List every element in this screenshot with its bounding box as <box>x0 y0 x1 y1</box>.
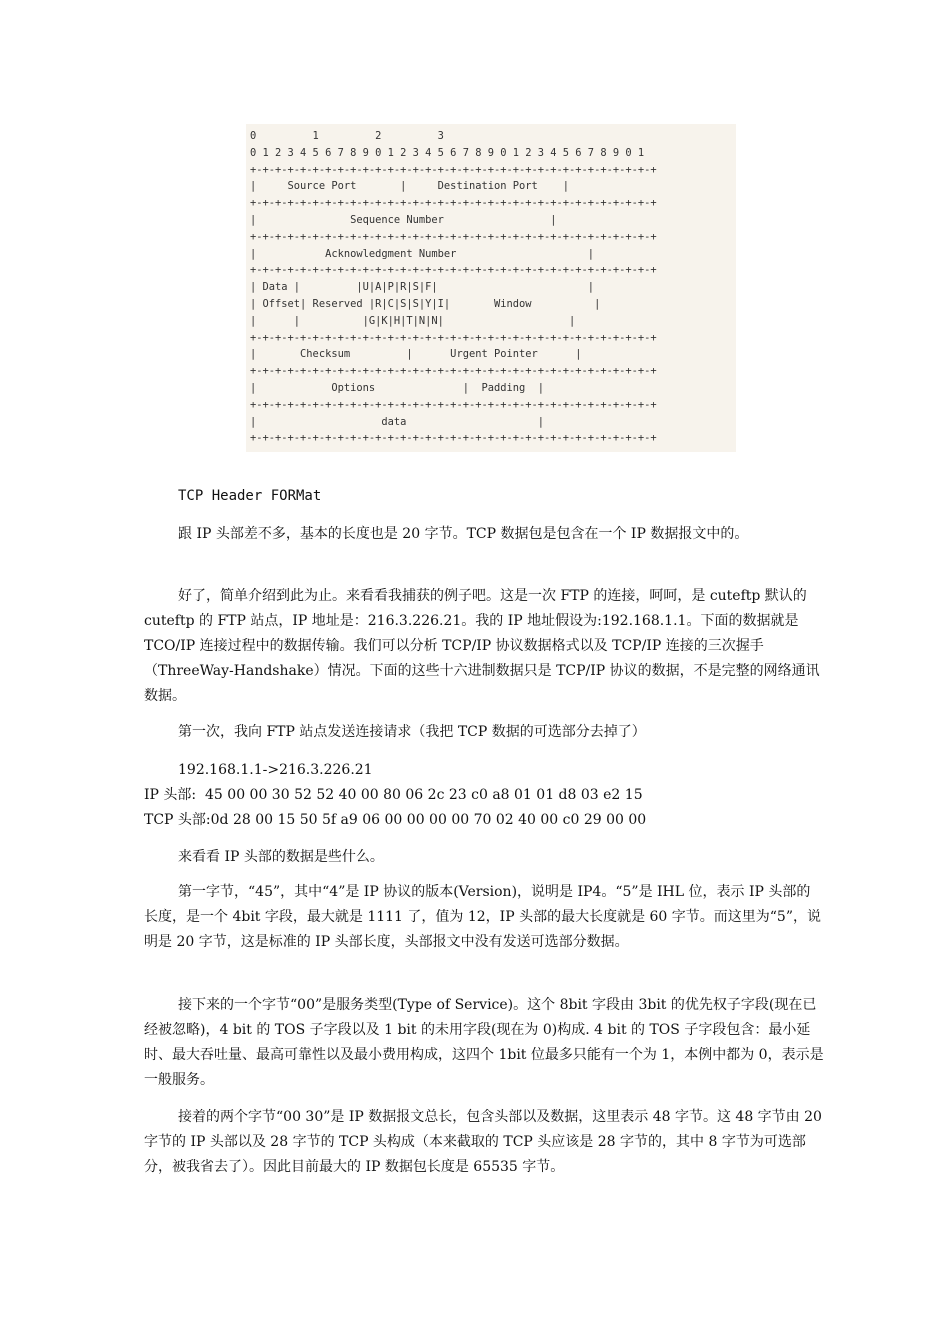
paragraph-intro: 跟 IP 头部差不多，基本的长度也是 20 字节。TCP 数据包是包含在一个 IP 数据报文中的。 <box>178 526 749 542</box>
packet-route: 192.168.1.1->216.3.226.21 <box>178 762 373 778</box>
paragraph-example: 好了，简单介绍到此为止。来看看我捕获的例子吧。这是一次 FTP 的连接，呵呵，是 cuteftp 默认的 cuteftp 的 FTP 站点，IP 地址是：216.3.226.21。我的 IP 地址假设为:192.168.1.1。下面的数据就是 TCO/IP 连接过程中的数据传输。我们可以分析 TCP/IP 协议数据格式以及 TCP/IP 连接的三次握手（ThreeWay-Handshake）情况。下面的这些十六进制数据只是 TCP/IP 协议的数据，不是完整的网络通讯数据。 <box>144 588 820 704</box>
paragraph-total-length: 接着的两个字节“00 30”是 IP 数据报文总长，包含头部以及数据，这里表示 48 字节。这 48 字节由 20 字节的 IP 头部以及 28 字节的 TCP 头构成（本来截取的 TCP 头应该是 28 字节的，其中 8 字节为可选部分，被我省去了）。因此目前最大的 IP 数据包长度是 65535 字节。 <box>144 1109 822 1175</box>
packet-ip-header: IP 头部: 45 00 00 30 52 52 40 00 80 06 2c 23 c0 a8 01 01 d8 03 e2 15 <box>144 787 643 803</box>
paragraph-type-of-service: 接下来的一个字节“00”是服务类型(Type of Service)。这个 8bit 字段由 3bit 的优先权子字段(现在已经被忽略)，4 bit 的 TOS 子字段以及 1 bit 的未用字段(现在为 0)构成. 4 bit 的 TOS 子字段包含：最小延时、最大吞吐量、最高可靠性以及最小费用构成，这四个 1bit 位最多只能有一个为 1，本例中都为 0，表示是一般服务。 <box>144 997 824 1088</box>
paragraph-first-request: 第一次，我向 FTP 站点发送连接请求（我把 TCP 数据的可选部分去掉了） <box>178 724 646 740</box>
figure-caption: TCP Header FORMat <box>178 488 322 504</box>
tcp-header-ascii: 0 1 2 3 0 1 2 3 4 5 6 7 8 9 0 1 2 3 4 5 6 7 8 9 0 1 2 3 4 5 6 7 8 9 0 1 +-+-+-+-+-+-+-+-+-+-+-+-+-+-+-+-+-+-+-+-+-+-+-+-+-+-+-+-+-+-+-+-+ | Source Port | Destination Port | +-+-+-+-+-+-+-+-+-+-+-+-+-+-+-+-+-+-+-+-+-+-+-+-+-+-+-+-+-+-+-+-+ | Sequence Number | +-+-+-+-+-+-+-+-+-+-+-+-+-+-+-+-+-+-+-+-+-+-+-+-+-+-+-+-+-+-+-+-+ | Acknowledgment Number | +-+-+-+-+-+-+-+-+-+-+-+-+-+-+-+-+-+-+-+-+-+-+-+-+-+-+-+-+-+-+-+-+ | Data | |U|A|P|R|S|F| | | Offset| Reserved |R|C|S|S|Y|I| Window | | | |G|K|H|T|N|N| | +-+-+-+-+-+-+-+-+-+-+-+-+-+-+-+-+-+-+-+-+-+-+-+-+-+-+-+-+-+-+-+-+ | Checksum | Urgent Pointer | +-+-+-+-+-+-+-+-+-+-+-+-+-+-+-+-+-+-+-+-+-+-+-+-+-+-+-+-+-+-+-+-+ | Options | Padding | +-+-+-+-+-+-+-+-+-+-+-+-+-+-+-+-+-+-+-+-+-+-+-+-+-+-+-+-+-+-+-+-+ | data | +-+-+-+-+-+-+-+-+-+-+-+-+-+-+-+-+-+-+-+-+-+-+-+-+-+-+-+-+-+-+-+-+ <box>250 130 657 445</box>
paragraph-version-ihl: 第一字节，“45”，其中“4”是 IP 协议的版本(Version)，说明是 IP4。“5”是 IHL 位，表示 IP 头部的长度，是一个 4bit 字段，最大就是 1111 了，值为 12，IP 头部的最大长度就是 60 字节。而这里为“5”，说明是 20 字节，这是标准的 IP 头部长度，头部报文中没有发送可选部分数据。 <box>144 884 822 950</box>
packet-tcp-header: TCP 头部:0d 28 00 15 50 5f a9 06 00 00 00 00 70 02 40 00 c0 29 00 00 <box>144 812 647 828</box>
paragraph-ip-header-intro: 来看看 IP 头部的数据是些什么。 <box>178 849 384 865</box>
tcp-header-diagram <box>246 124 736 452</box>
